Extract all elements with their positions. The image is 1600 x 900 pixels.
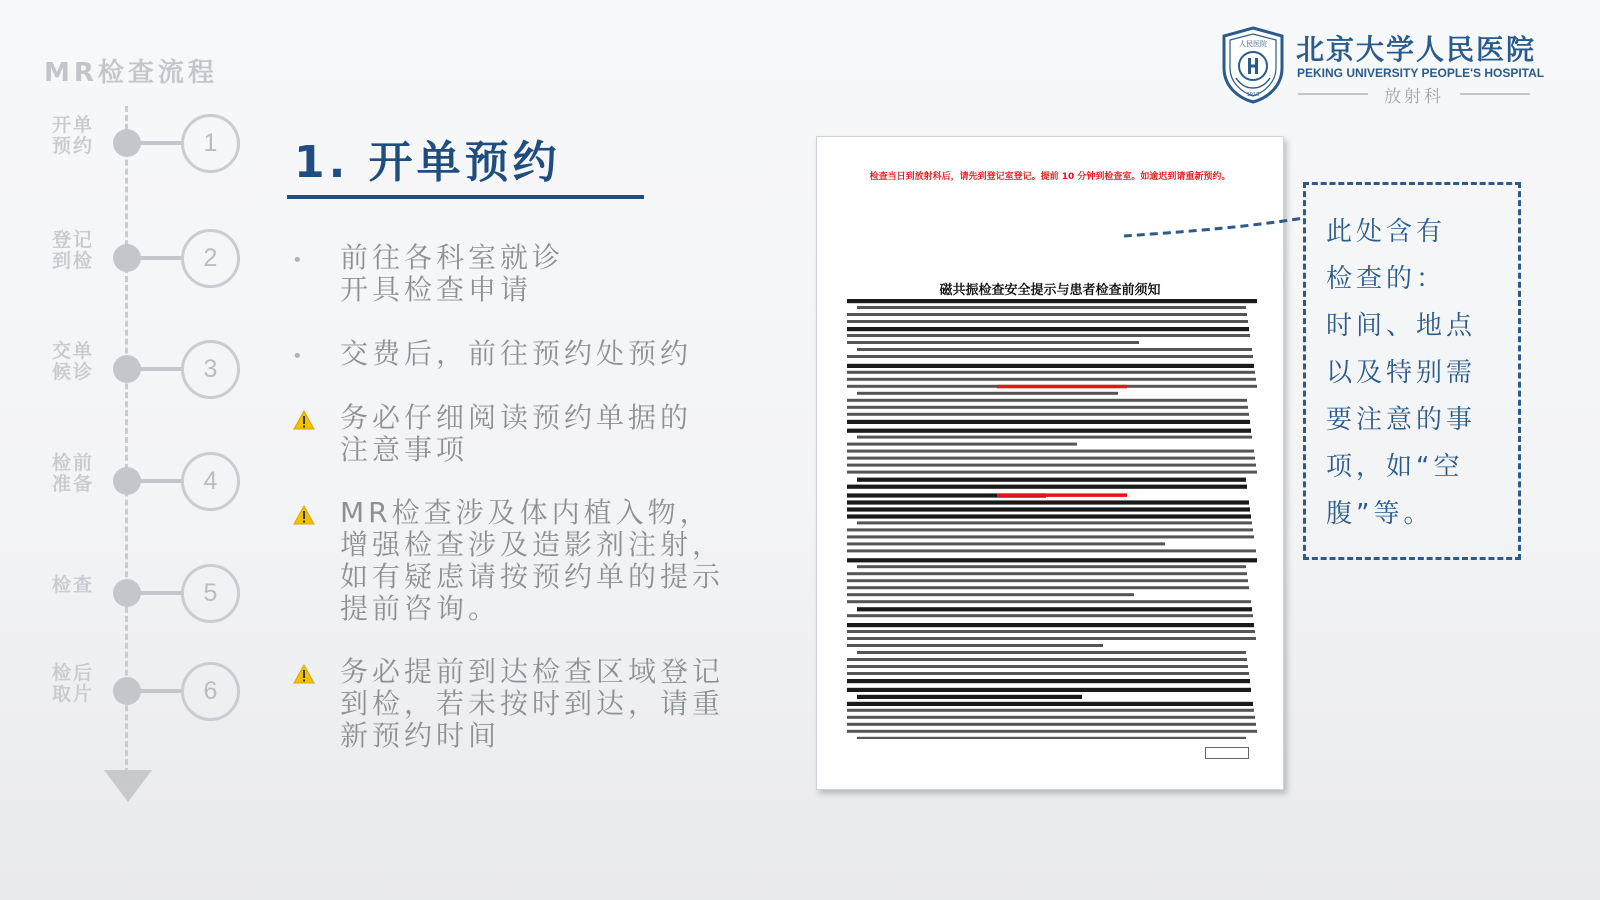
bullet-text: 交费后，前往预约处预约 [340,337,693,370]
bullet-text: MR检查涉及体内植入物， 增强检查涉及造影剂注射， 如有疑虑请按预约单的提示 提前咨询。 [340,496,725,625]
step-connector [138,591,182,595]
document-text-line [847,406,1248,409]
step-number: 1 [181,114,240,173]
step-number: 3 [181,340,240,399]
document-text-highlight [997,385,1127,389]
svg-text:1918: 1918 [1246,92,1260,98]
svg-text:人民医院: 人民医院 [1239,40,1267,48]
step-number: 4 [181,452,240,511]
step-label: 开单 预约 [52,114,95,157]
document-text-line [847,371,1255,374]
step-label: 检后 取片 [52,662,95,705]
document-text-line [847,579,1248,582]
bullet-dot-icon: • [292,346,303,367]
document-text-line [857,478,1246,482]
document-text-line [847,299,1257,303]
step-label: 检查 [52,574,95,596]
document-text-line [847,637,1256,640]
step-dot [113,129,141,157]
document-text-line [847,679,1250,683]
timeline-step-4[interactable] [0,446,260,516]
document-text-line [847,535,1254,538]
document-text-line [857,607,1252,611]
step-dot [113,355,141,383]
document-text-line [847,623,1254,627]
step-label: 交单 候诊 [52,340,95,383]
bullet-text: 前往各科室就诊 开具检查申请 [340,241,565,306]
document-text-line [847,485,1247,489]
document-text-line [847,709,1254,712]
document-text-line [847,378,1256,381]
document-text-line [847,420,1250,424]
document-text-line [857,436,1252,439]
document-text-line [847,672,1249,675]
document-text-line [847,341,1139,344]
document-text-line [847,429,1251,433]
document-text-line [847,334,1250,337]
document-text-line [847,614,1253,617]
step-connector [138,479,182,483]
timeline-step-3[interactable] [0,334,260,404]
document-text-line [847,630,1255,633]
callout-connector [1120,214,1310,244]
document-text-line [847,471,1257,474]
warning-icon [293,664,315,684]
document-text-line [847,549,1256,552]
page-title: MR检查流程 [44,58,218,88]
step-connector [138,367,182,371]
document-text-line [857,651,1246,654]
document-text-line [847,716,1255,719]
document-text-line [847,514,1251,518]
document-text-line [847,688,1251,692]
department-name: 放射科 [1384,87,1444,107]
step-number: 5 [181,564,240,623]
warning-icon [293,410,315,430]
hospital-name-en: PEKING UNIVERSITY PEOPLE'S HOSPITAL [1297,66,1545,80]
timeline-step-5[interactable] [0,558,260,628]
document-text-line [847,542,1165,545]
document-text-line [847,702,1253,706]
document-text-line [847,457,1255,460]
callout-text: 此处含有 检查的： 时间、地点 以及特别需 要注意的事 项，如“空 腹”等。 [1326,217,1477,529]
document-text-line [847,399,1247,402]
document-text-line [847,730,1257,733]
document-text-line [847,593,1134,596]
document-title: 磁共振检查安全提示与患者检查前须知 [939,283,1161,298]
timeline-step-2[interactable] [0,223,260,293]
document-text-line [847,723,1256,726]
step-connector [138,256,182,260]
document-text-line [847,364,1254,368]
document-text-line [847,586,1249,589]
document-text-line [847,355,1253,358]
document-text-line [857,521,1252,524]
step-dot [113,244,141,272]
step-connector [138,689,182,693]
step-dot [113,677,141,705]
step-connector [138,141,182,145]
document-text-line [847,313,1247,316]
document-text-line [847,320,1248,323]
document-text-line [847,658,1247,661]
document-text-highlight [997,493,1127,497]
step-dot [113,579,141,607]
document-text-line [847,572,1247,575]
bullet-text: 务必仔细阅读预约单据的 注意事项 [340,401,693,466]
bullet-dot-icon: • [292,250,303,271]
step-dot [113,467,141,495]
hospital-emblem-icon [1220,26,1286,104]
divider [1298,93,1368,95]
step-label: 检前 准备 [52,452,95,495]
document-text-line [847,507,1250,511]
document-footer-stamp [1205,747,1249,759]
heading-underline [287,195,644,199]
document-text-line [857,306,1246,309]
step-number: 6 [181,662,240,721]
section-heading: 1. 开单预约 [294,137,561,188]
bullet-text: 务必提前到达检查区域登记 到检，若未按时到达，请重 新预约时间 [340,655,725,752]
hospital-name-cn: 北京大学人民医院 [1296,33,1537,66]
document-text-line [847,665,1248,668]
warning-icon [293,505,315,525]
document-text-line [847,558,1257,562]
divider [1460,93,1530,95]
timeline-step-6[interactable] [0,656,260,726]
document-text-line [847,500,1249,504]
document-text-line [857,695,1082,699]
callout-box [1303,182,1521,560]
step-number: 2 [181,229,240,288]
document-text-line [847,450,1254,453]
document-text-line [847,600,1251,603]
step-label: 登记 到检 [52,229,95,272]
document-text-line [847,528,1253,531]
document-text-line [857,737,1246,739]
document-text-line [847,327,1249,331]
document-text-line [847,443,1077,446]
timeline-arrow-icon [104,770,152,802]
document-text-line [847,413,1249,416]
document-body-text [847,299,1257,739]
timeline-step-1[interactable] [0,108,260,178]
document-top-note: 检查当日到放射科后，请先到登记室登记。提前 10 分钟到检查室。如逾迟到请重新预约。 [869,172,1231,182]
document-text-line [857,348,1252,351]
document-text-line [857,392,1118,395]
document-text-line [847,464,1256,467]
document-text-line [847,644,1103,647]
document-text-line [857,565,1246,568]
